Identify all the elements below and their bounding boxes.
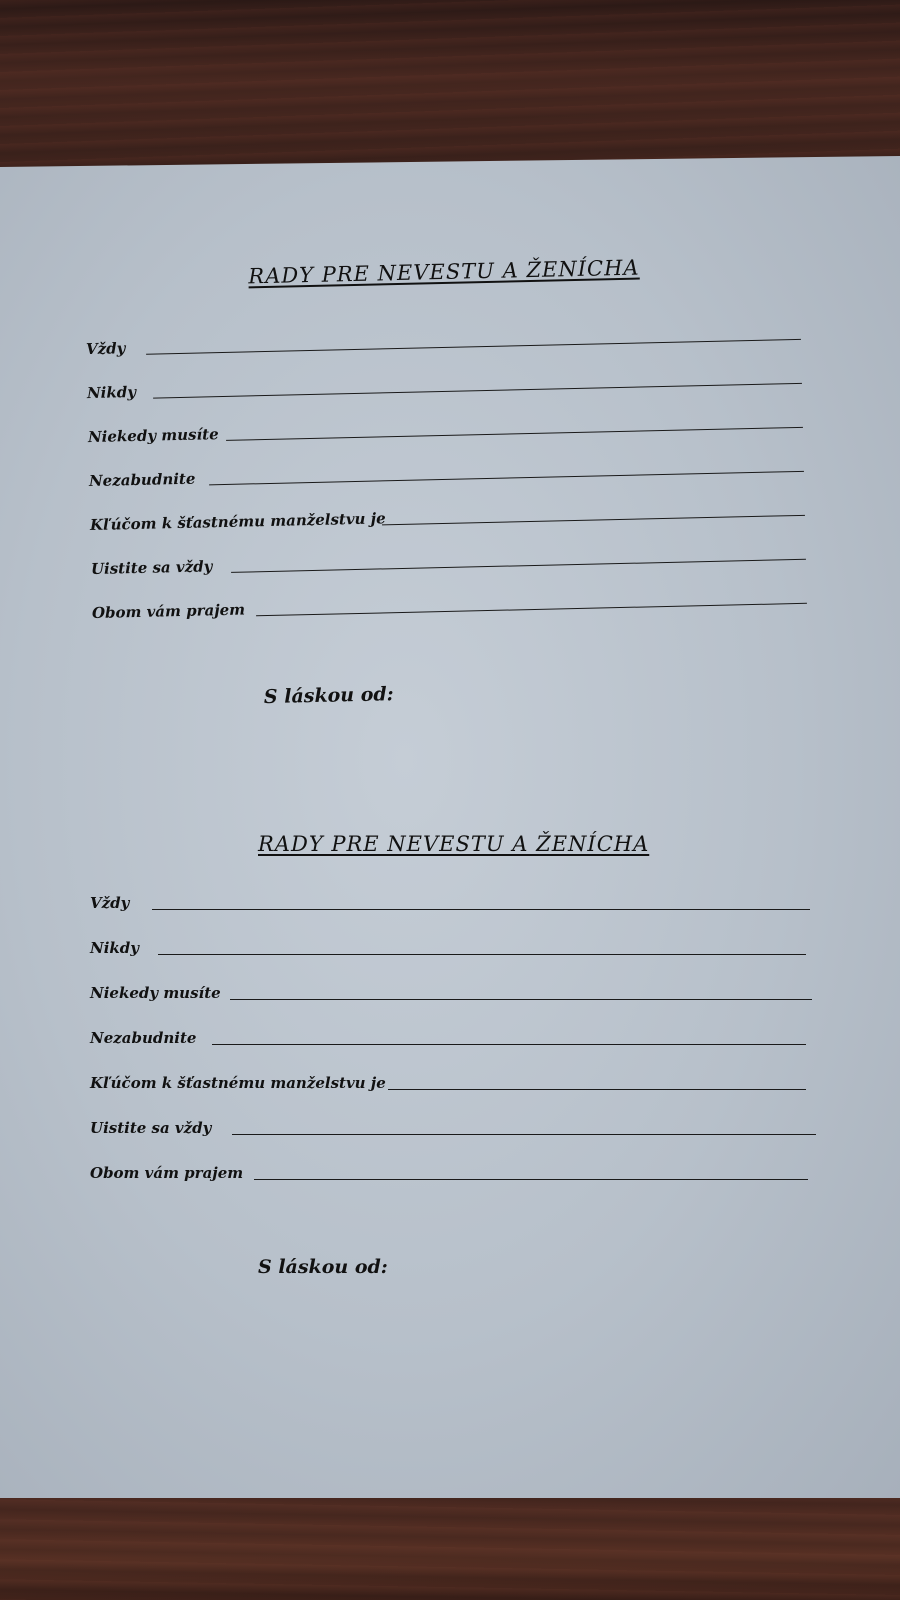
field-sometimes — [90, 978, 812, 1002]
field-always — [90, 888, 810, 912]
field-label: Obom vám prajem — [90, 1164, 244, 1182]
answer-line[interactable] — [158, 954, 806, 955]
field-label: Nikdy — [90, 939, 140, 957]
answer-line[interactable] — [388, 1089, 806, 1090]
field-never — [90, 933, 806, 957]
answer-line[interactable] — [152, 909, 810, 910]
field-key-to-marriage — [90, 1068, 806, 1092]
field-label: Nikdy — [86, 382, 137, 403]
field-label: Vždy — [90, 894, 130, 912]
field-label: Uistite sa vždy — [90, 557, 213, 579]
field-label: Obom vám prajem — [91, 600, 246, 623]
answer-line[interactable] — [212, 1044, 806, 1045]
field-wish-both — [90, 1158, 808, 1182]
field-label: Niekedy musíte — [87, 425, 219, 447]
form-title: RADY PRE NEVESTU A ŽENÍCHA — [248, 255, 640, 289]
field-dont-forget — [90, 1023, 806, 1047]
field-label: Niekedy musíte — [90, 984, 221, 1002]
field-label: Nezabudnite — [90, 1029, 197, 1047]
field-label: Vždy — [85, 339, 126, 359]
signature-label: S láskou od: — [258, 1256, 388, 1278]
answer-line[interactable] — [232, 1134, 816, 1135]
field-label: Nezabudnite — [88, 469, 196, 491]
answer-line[interactable] — [230, 999, 812, 1000]
field-label: Kľúčom k šťastnému manželstvu je — [89, 509, 386, 535]
signature-label: S láskou od: — [263, 683, 394, 709]
wooden-table-bottom — [0, 1495, 900, 1600]
answer-line[interactable] — [254, 1179, 808, 1180]
field-make-sure — [90, 1113, 816, 1137]
form-title: RADY PRE NEVESTU A ŽENÍCHA — [258, 832, 650, 856]
field-label: Kľúčom k šťastnému manželstvu je — [90, 1074, 386, 1092]
field-label: Uistite sa vždy — [90, 1119, 212, 1137]
